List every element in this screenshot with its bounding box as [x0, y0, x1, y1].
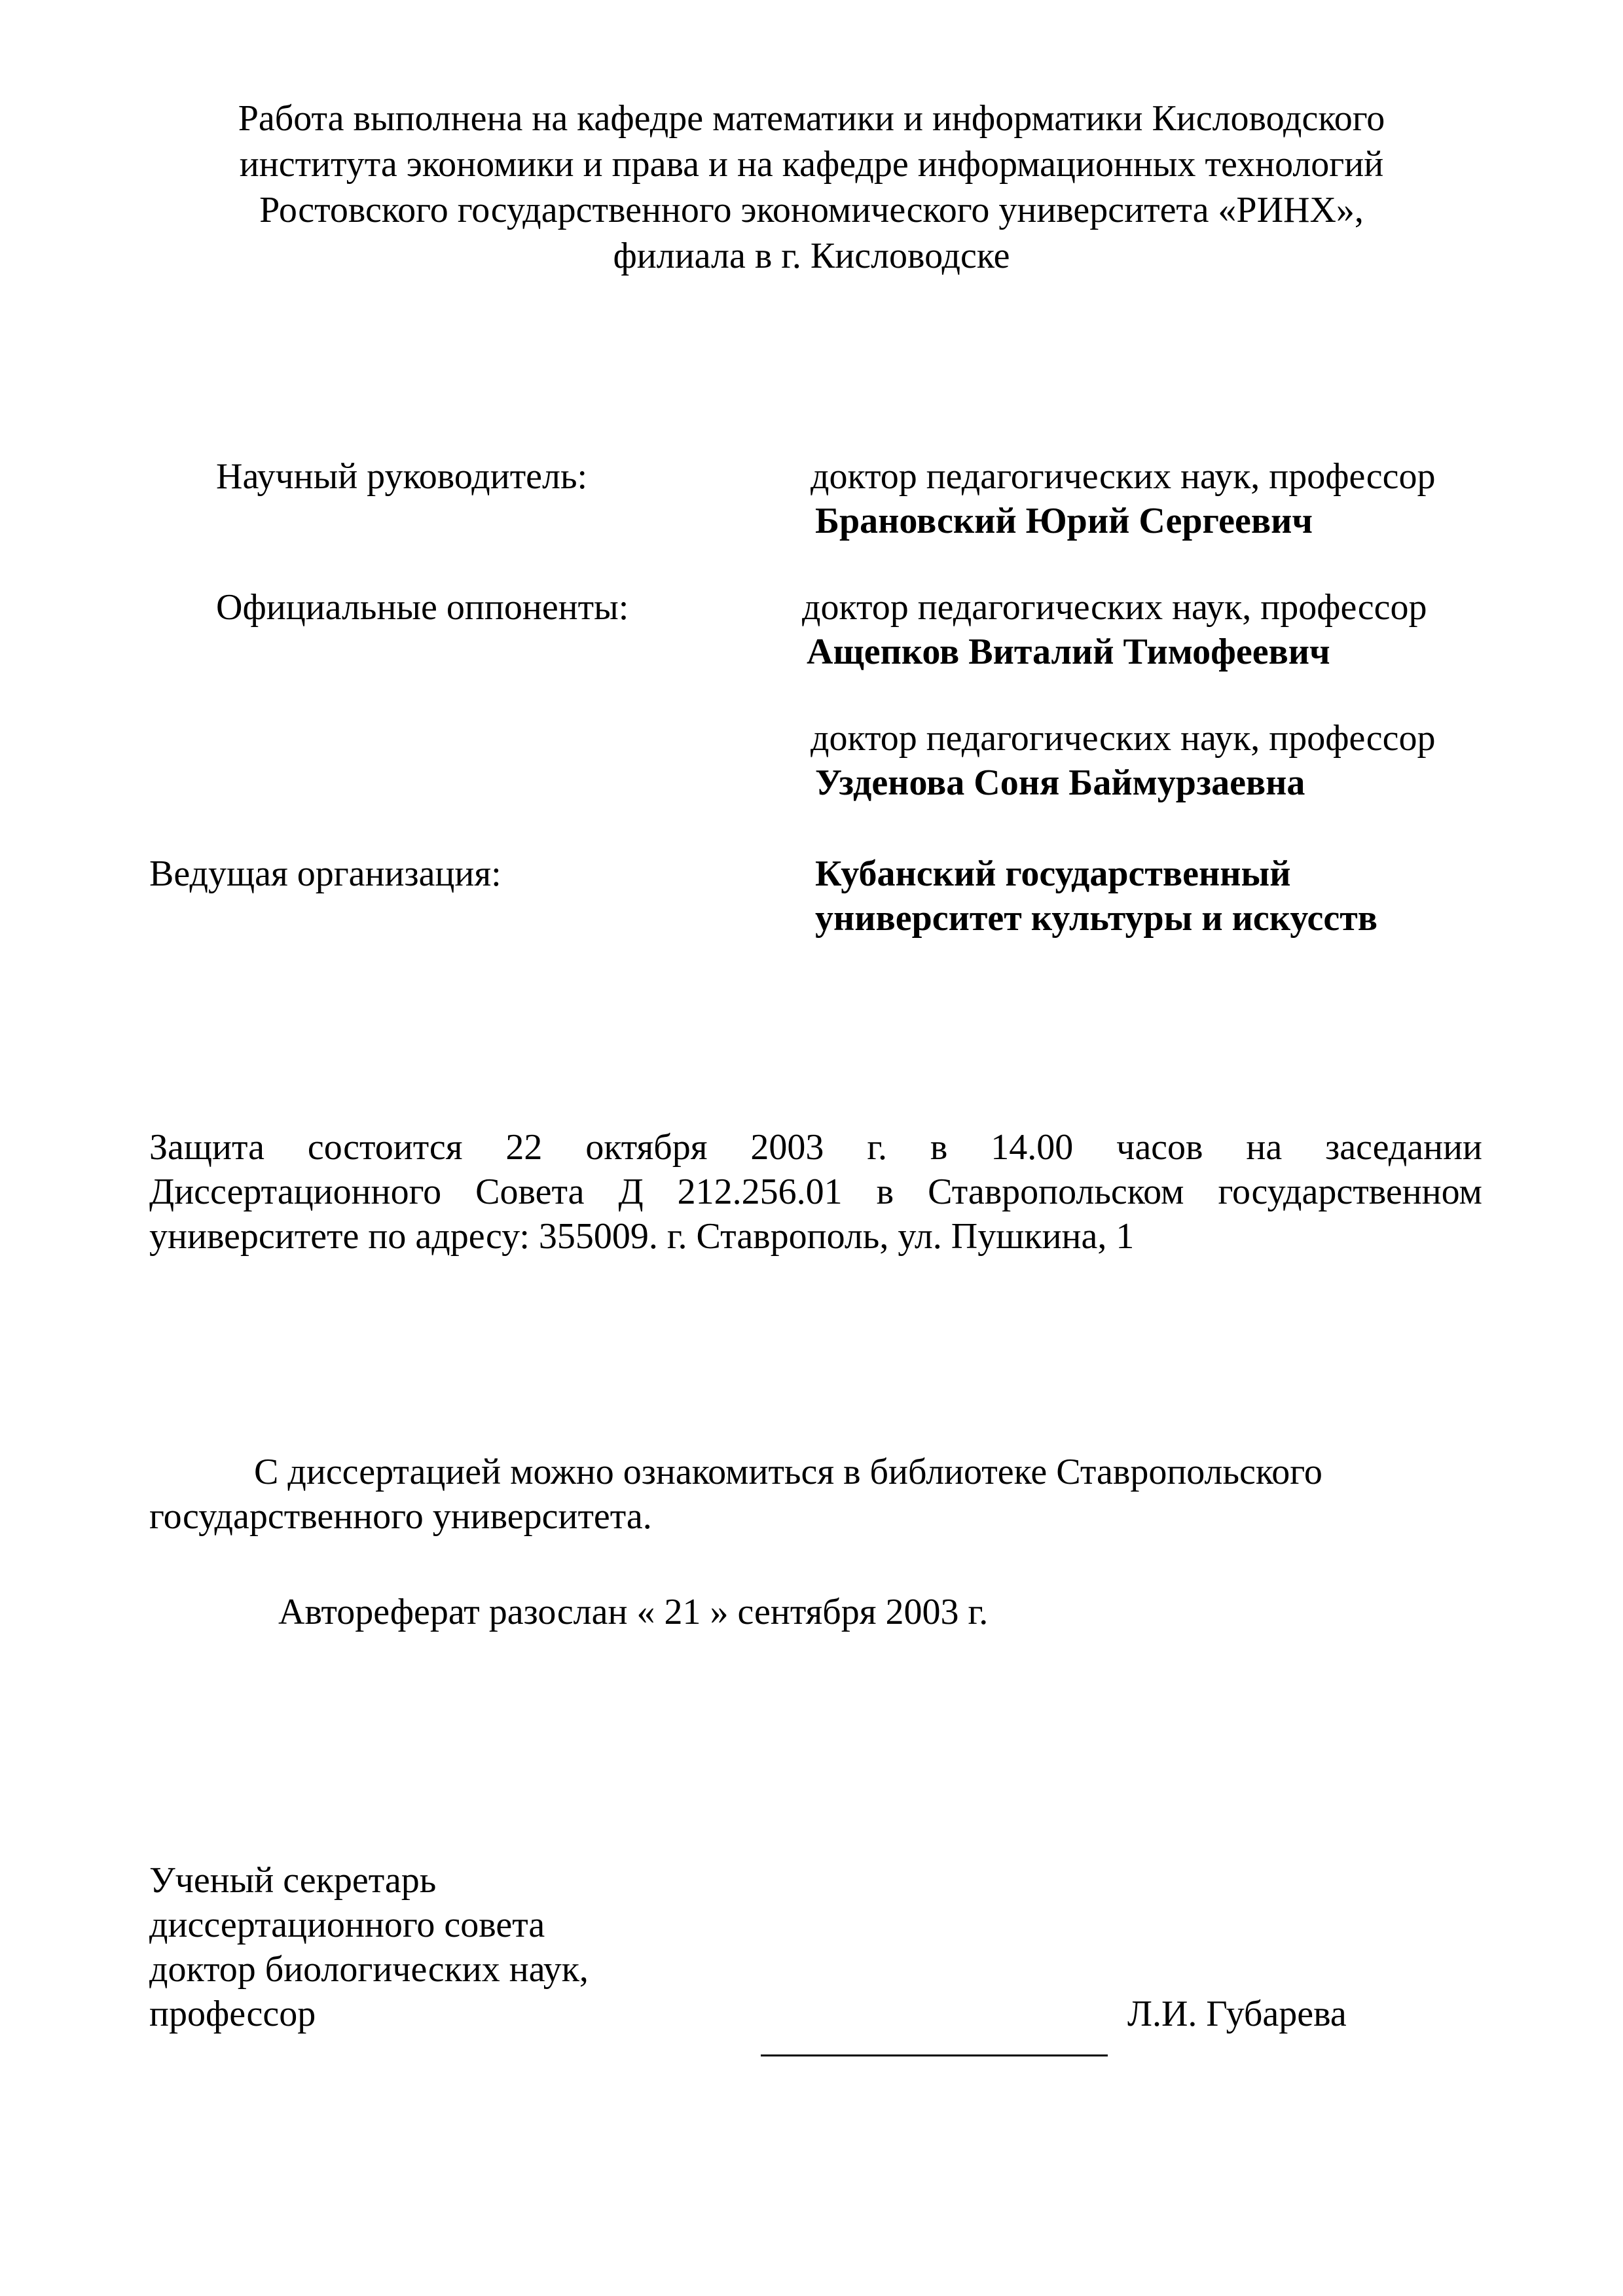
header-line-3: Ростовского государственного экономического университета «РИНХ»,	[259, 190, 1364, 230]
opponent-2-degree: доктор педагогических наук, профессор	[811, 718, 1436, 759]
opponent-1-degree: доктор педагогических наук, профессор	[802, 587, 1427, 628]
leading-org-line-2: университет культуры и искусств	[815, 898, 1377, 939]
header-line-2: института экономики и права и на кафедре информационных технологий	[239, 144, 1384, 185]
header-line-4: филиала в г. Кисловодске	[613, 236, 1010, 276]
defense-line-3: университете по адресу: 355009. г. Ставрополь, ул. Пушкина, 1	[149, 1216, 1135, 1257]
defense-line-1: Защита состоится 22 октября 2003 г. в 14.00 часов на заседании	[149, 1127, 1482, 1168]
autoreferat-sent-line: Автореферат разослан « 21 » сентября 2003 г.	[278, 1592, 989, 1632]
defense-line-2: Диссертационного Совета Д 212.256.01 в Ставропольском государственном	[149, 1172, 1482, 1212]
signature-name: Л.И. Губарева	[1127, 1994, 1347, 2034]
signature-line	[761, 2054, 1108, 2056]
secretary-line-2: диссертационного совета	[149, 1905, 545, 1945]
leading-org-line-1: Кубанский государственный	[815, 853, 1291, 894]
library-line-2: государственного университета.	[149, 1496, 652, 1537]
supervisor-name: Брановский Юрий Сергеевич	[815, 501, 1313, 541]
leading-org-label: Ведущая организация:	[149, 853, 501, 894]
header-line-1: Работа выполнена на кафедре математики и информатики Кисловодского	[238, 98, 1385, 139]
supervisor-label: Научный руководитель:	[216, 456, 588, 497]
library-line-1: С диссертацией можно ознакомиться в библиотеке Ставропольского	[254, 1452, 1322, 1492]
secretary-line-3: доктор биологических наук,	[149, 1949, 589, 1990]
opponent-2-name: Узденова Соня Баймурзаевна	[815, 762, 1305, 803]
supervisor-degree: доктор педагогических наук, профессор	[811, 456, 1436, 497]
opponent-1-name: Ащепков Виталий Тимофеевич	[807, 632, 1330, 672]
secretary-line-4: профессор	[149, 1994, 316, 2034]
secretary-line-1: Ученый секретарь	[149, 1860, 437, 1901]
opponents-label: Официальные оппоненты:	[216, 587, 629, 628]
